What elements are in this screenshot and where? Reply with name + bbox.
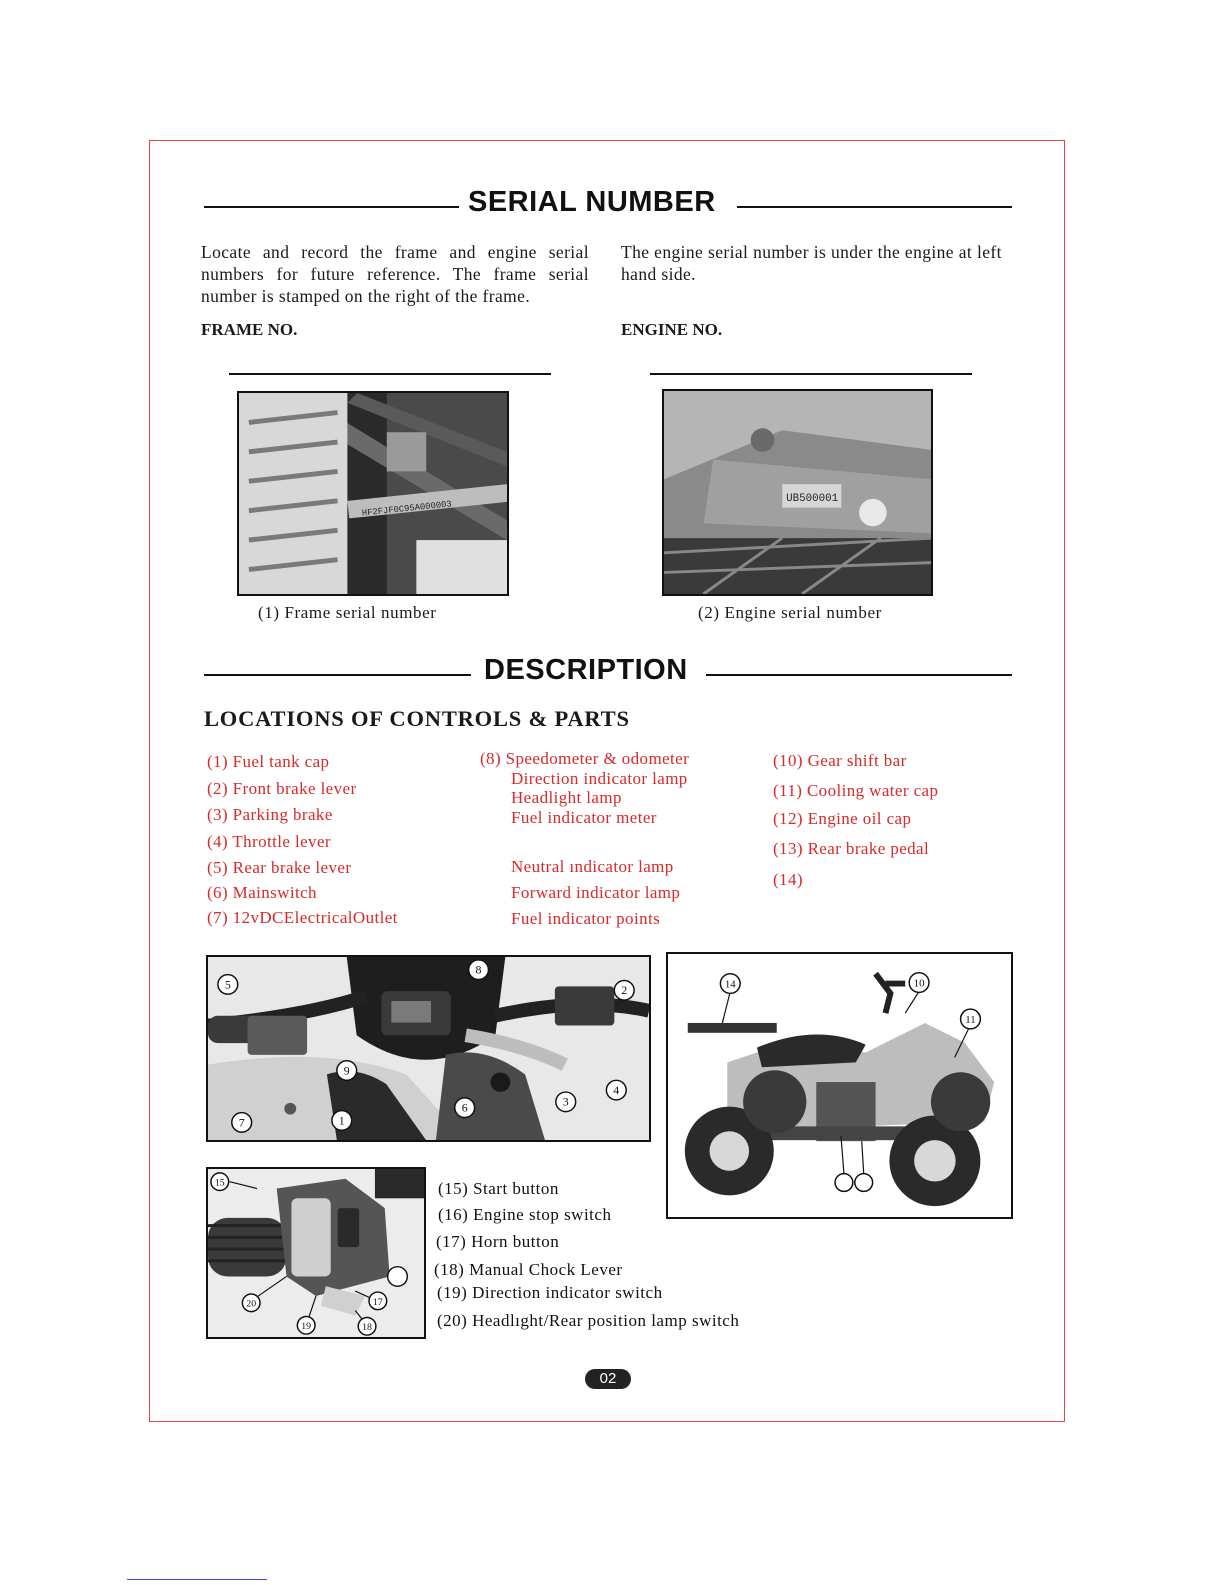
callout-8: 8	[475, 962, 482, 977]
part-subitem: Neutral ındicator lamp	[511, 857, 674, 876]
bottom-link-line	[127, 1579, 267, 1580]
part-subitem: Fuel indicator meter	[511, 808, 657, 827]
part-item: (13) Rear brake pedal	[773, 839, 930, 858]
callout-6: 6	[461, 1100, 468, 1115]
handlebar-photo	[206, 955, 651, 1142]
part-item: (3) Parking brake	[207, 805, 333, 824]
switch-item: (15) Start button	[438, 1179, 559, 1198]
frame-stamp-text: HF2FJF0C95A000003	[361, 499, 453, 519]
callout-15: 15	[214, 1177, 225, 1189]
callout-2: 2	[621, 983, 628, 998]
switch-item: (20) Headlıght/Rear position lamp switch	[437, 1311, 740, 1330]
part-item: (8) Speedometer & odometer	[480, 749, 690, 768]
heading-rule-right	[737, 206, 1012, 208]
serial-number-heading	[204, 186, 1012, 226]
engine-stamp-text: UB500001	[786, 492, 839, 505]
callout-17: 17	[372, 1296, 383, 1308]
switch-item: (17) Horn button	[436, 1232, 560, 1251]
callout-7: 7	[238, 1115, 245, 1130]
frame-no-line	[229, 373, 551, 375]
part-subitem: Fuel indicator points	[511, 909, 661, 928]
part-subitem: Direction indicator lamp	[511, 769, 688, 788]
heading-rule-left	[204, 206, 459, 208]
callout-18: 18	[362, 1322, 372, 1334]
part-item: (6) Mainswitch	[207, 883, 317, 902]
part-item: (2) Front brake lever	[207, 779, 357, 798]
part-item: (7) 12vDCElectricalOutlet	[207, 908, 398, 927]
heading-rule-right	[706, 674, 1012, 676]
callout-19: 19	[301, 1321, 312, 1333]
part-item: (1) Fuel tank cap	[207, 752, 330, 771]
engine-no-line	[650, 373, 972, 375]
description-heading	[204, 654, 1012, 694]
engine-no-label: ENGINE NO.	[621, 320, 723, 339]
serial-number-title: SERIAL NUMBER	[468, 186, 716, 218]
part-subitem: Headlight lamp	[511, 788, 622, 807]
callout-20: 20	[246, 1298, 257, 1310]
callout-5: 5	[224, 977, 231, 992]
switch-item: (18) Manual Chock Lever	[434, 1260, 623, 1279]
switch-item: (19) Direction indicator switch	[437, 1283, 663, 1302]
part-item: (11) Cooling water cap	[773, 781, 939, 800]
serial-intro-left: Locate and record the frame and engine serial numbers for future reference. The frame serial number is stamped on the right of the frame.	[201, 242, 589, 306]
callout-3: 3	[562, 1094, 569, 1109]
callout-14: 14	[724, 978, 736, 991]
description-title: DESCRIPTION	[484, 654, 688, 686]
frame-serial-photo	[237, 391, 509, 596]
serial-intro-right: The engine serial number is under the engine at left hand side.	[621, 242, 1002, 284]
switch-photo	[206, 1167, 426, 1339]
atv-photo	[666, 952, 1013, 1219]
part-subitem: Forward indicator lamp	[511, 883, 681, 902]
frame-no-label: FRAME NO.	[201, 320, 298, 339]
part-item: (12) Engine oil cap	[773, 809, 912, 828]
engine-serial-photo	[662, 389, 933, 596]
part-item: (5) Rear brake lever	[207, 858, 352, 877]
callout-9: 9	[343, 1063, 350, 1078]
callout-10: 10	[913, 977, 925, 990]
locations-heading: LOCATIONS OF CONTROLS & PARTS	[204, 706, 630, 731]
page-number-badge: 02	[585, 1369, 631, 1389]
part-item: (10) Gear shift bar	[773, 751, 907, 770]
callout-1: 1	[338, 1113, 345, 1128]
switch-item: (16) Engine stop switch	[438, 1205, 612, 1224]
heading-rule-left	[204, 674, 471, 676]
callout-11: 11	[965, 1013, 976, 1026]
frame-serial-caption: (1) Frame serial number	[258, 603, 437, 622]
callout-4: 4	[613, 1083, 620, 1097]
engine-serial-caption: (2) Engine serial number	[698, 603, 882, 622]
part-item: (14)	[773, 870, 803, 889]
part-item: (4) Throttle lever	[207, 832, 331, 851]
